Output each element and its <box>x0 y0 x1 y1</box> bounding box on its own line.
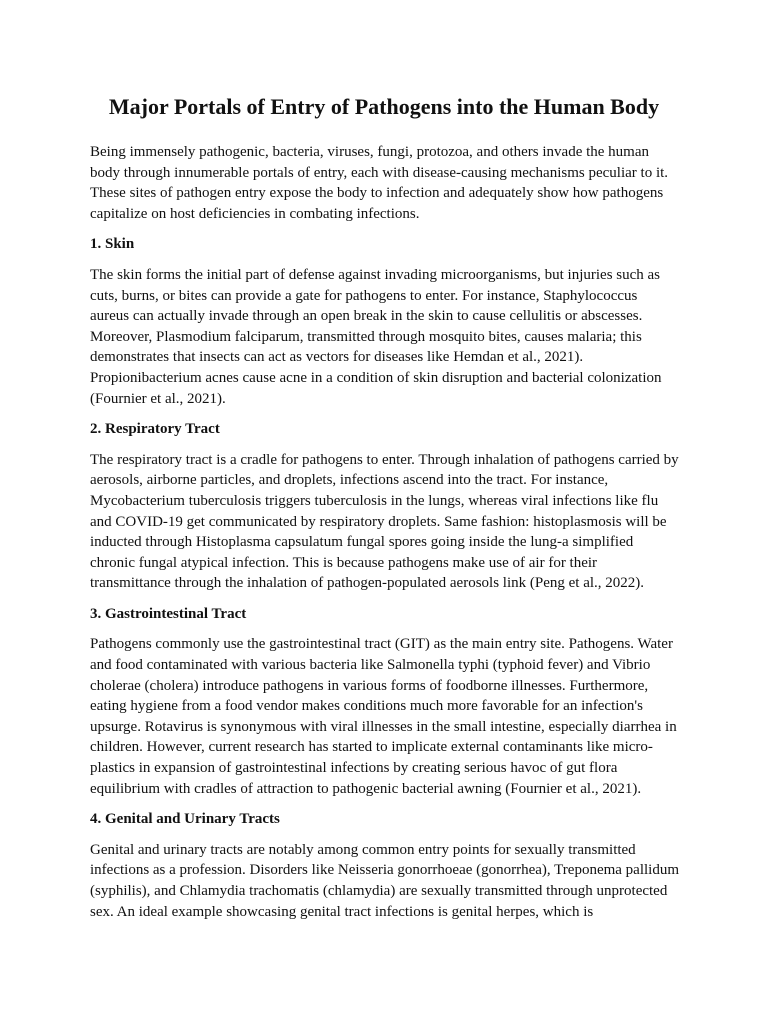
document-body <box>90 142 680 932</box>
section-heading-gastrointestinal: 3. Gastrointestinal Tract <box>90 605 247 622</box>
intro-paragraph: Being immensely pathogenic, bacteria, viruses, fungi, protozoa, and others invade the human body through innumerable portals of entry, each with disease-causing mechanisms peculiar to it. These sites of pathogen entry expose the body to infection and adequately show how pathogens capitalize on host deficiencies in combating infections. <box>90 144 669 222</box>
section-paragraph-gastrointestinal: Pathogens commonly use the gastrointestinal tract (GIT) as the main entry site. Pathogens. Water and food contaminated with various bacteria like Salmonella typhi (typhoid fever) and Vibrio cholerae (cholera) introduce pathogens in various forms of foodborne illnesses. Furthermore, eating hygiene from a food vendor makes conditions much more favorable for an infection's upsurge. Rotavirus is synonymous with viral illnesses in the small intestine, especially diarrhea in children. However, current research has started to implicate external contaminants like micro-plastics in expansion of gastrointestinal infections by creating serious havoc of gut flora equilibrium with cradles of attraction to pathogenic bacterial awning (Fournier et al., 2021). <box>90 636 677 797</box>
section-paragraph-genital-urinary: Genital and urinary tracts are notably among common entry points for sexually transmitted infections as a profession. Disorders like Neisseria gonorrhoeae (gonorrhea), Treponema pallidum (syphilis), and Chlamydia trachomatis (chlamydia) are sexually transmitted through unprotected sex. An ideal example showcasing genital tract infections is genital herpes, which is <box>90 841 680 920</box>
section-paragraph-skin: The skin forms the initial part of defense against invading microorganisms, but injuries such as cuts, burns, or bites can provide a gate for pathogens to enter. For instance, Staphylococcus aureus can actually invade through an open break in the skin to cause cellulitis or abscesses. Moreover, Plasmodium falciparum, transmitted through mosquito bites, causes malaria; this demonstrates that insects can act as vectors for diseases like Hemdan et al., 2021). Propionibacterium acnes cause acne in a condition of skin disruption and bacterial colonization (Fournier et al., 2021). <box>90 266 662 407</box>
section-paragraph-respiratory: The respiratory tract is a cradle for pathogens to enter. Through inhalation of pathogens carried by aerosols, airborne particles, and droplets, infections ascend into the tract. For instance, Mycobacterium tuberculosis triggers tuberculosis in the lungs, whereas viral infections like flu and COVID-19 get communicated by respiratory droplets. Same fashion: histoplasmosis will be inducted through Histoplasma capsulatum fungal spores going inside the lung-a simplified chronic fungal atypical infection. This is because pathogens make use of air for their transmittance through the inhalation of pathogen-populated aerosols link (Peng et al., 2022). <box>90 451 679 592</box>
section-heading-respiratory: 2. Respiratory Tract <box>90 421 220 438</box>
section-heading-genital-urinary: 4. Genital and Urinary Tracts <box>90 811 280 828</box>
page-title: Major Portals of Entry of Pathogens into the Human Body <box>108 94 660 119</box>
section-heading-skin: 1. Skin <box>90 236 135 253</box>
